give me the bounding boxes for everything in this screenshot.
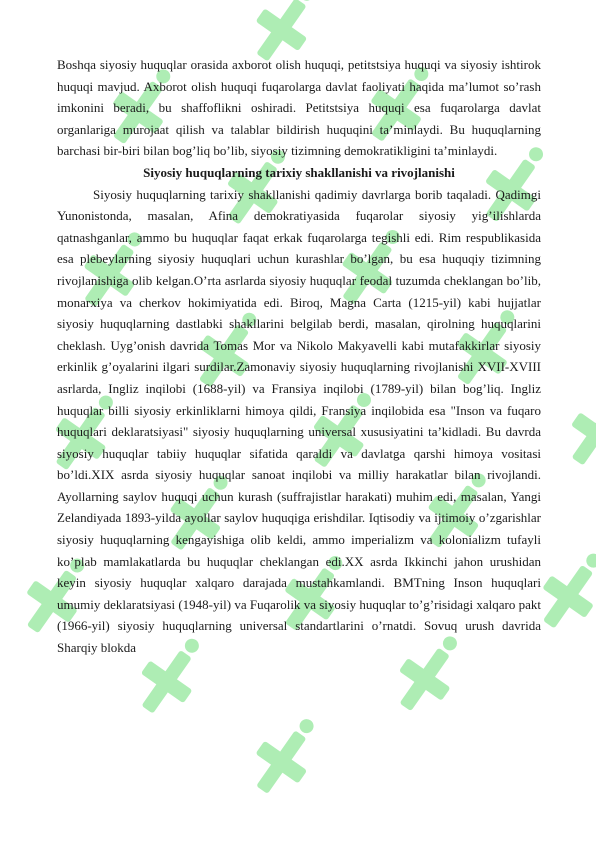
section-heading: Siyosiy huquqlarning tarixiy shakllanishi va rivojlanishi (143, 164, 455, 180)
paragraph-history: Siyosiy huquqlarning tarixiy shakllanishi qadimiy davrlarga borib taqaladi. Qadimgi Yunonistonda, masalan, Afina demokratiyasida fuqarolar siyosiy yig’ilishlarda qatnashganlar, ammo bu huquqlar faqat erkak fuqarolarga tegishli edi. Rim respublikasida esa plebeylarning siyosiy huquqlari uchun kurashlar bo’lgan, bu esa huquqiy tizimning rivojlanishiga olib kelgan.O’rta asrlarda siyosiy huquqlar feodal tuzumda cheklangan bo’lib, monarxiya va cherkov hokimiyatida edi. Biroq, Magna Carta (1215-yil) kabi hujjatlar siyosiy huquqlarning dastlabki shakllarini belgilab berdi, masalan, qirolning huquqlarini cheklash. Uyg’onish davrida Tomas Mor va Nikolo Makyavelli kabi mutafakkirlar siyosiy erkinlik g’oyalarini ilgari surdilar.Zamonaviy siyosiy huquqlarning rivojlanishi XVII-XVIII asrlarda, Ingliz inqilobi (1688-yil) va Fransiya inqilobi (1789-yil) bilan bog’liq. Ingliz huquqlar billi siyosiy erkinliklarni himoya qildi, Fransiya inqilobida esa "Inson va fuqaro huquqlari deklaratsiyasi" siyosiy huquqlarning universal xususiyatini ta’kidladi. Bu davrda siyosiy huquqlar tabiiy huquqlar sifatida qaraldi va davlatga qarshi himoya vositasi bo’ldi.XIX asrda siyosiy huquqlar sanoat inqilobi va milliy harakatlar bilan rivojlandi. Ayollarning saylov huquqi uchun kurash (suffrajistlar harakati) muhim edi, masalan, Yangi Zelandiyada 1893-yilda ayollar saylov huquqiga erishdilar. Iqtisodiy va ijtimoiy o’zgarishlar siyosiy huquqlarning kengayishiga olib keldi, ammo imperializm va kolonializm tufayli ko’plab mamlakatlarda bu huquqlar cheklangan edi.XX asrda Ikkinchi jahon urushidan keyin siyosiy huquqlar xalqaro darajada mustahkamlandi. BMTning Inson huquqlari umumiy deklaratsiyasi (1948-yil) va Fuqarolik va siyosiy huquqlar to’g’risidagi xalqaro pakt (1966-yil) siyosiy huquqlarning universal standartlarini o’rnatdi. Sovuq urush davrida Sharqiy blokda (57, 186, 541, 656)
document-body (57, 54, 541, 659)
paragraph-intro: Boshqa siyosiy huquqlar orasida axborot olish huquqi, petitstsiya huquqi va siyosiy ishtirok huquqi mavjud. Axborot olish huquqi fuqarolarga davlat faoliyati haqida ma’lumot so’rash imkonini beradi, bu shaffoflikni oshiradi. Petitstsiya huquqi esa fuqarolarga davlat organlariga murojaat qilish va talablar bildirish huquqini ta’minlaydi. Bu huquqlarning barchasi bir-biri bilan bog’liq bo’lib, siyosiy tizimning demokratikligini ta’minlaydi. (57, 57, 541, 159)
